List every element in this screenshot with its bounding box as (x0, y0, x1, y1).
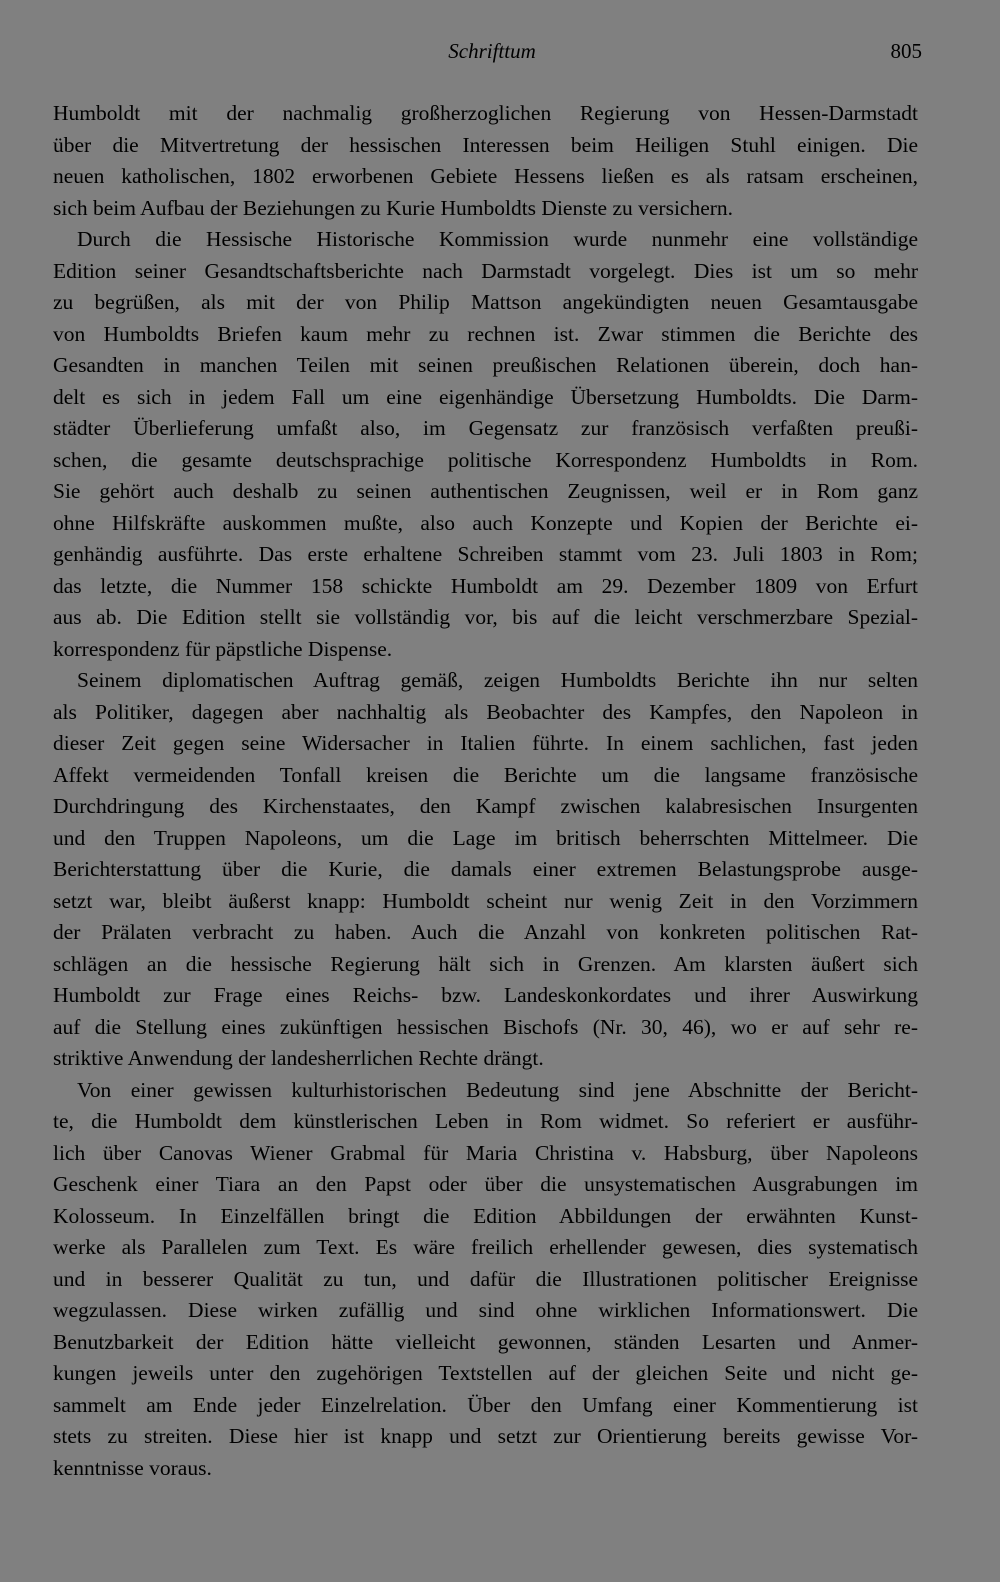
text-line: Gesandten in manchen Teilen mit seinen preußischen Relationen überein, doch han- (53, 353, 918, 377)
text-line: dieser Zeit gegen seine Widersacher in Italien führte. In einem sachlichen, fast jeden (53, 731, 918, 755)
text-line: stets zu streiten. Diese hier ist knapp und setzt zur Orientierung bereits gewisse Vor- (53, 1424, 918, 1448)
text-line: Von einer gewissen kulturhistorischen Bedeutung sind jene Abschnitte der Bericht- (77, 1077, 918, 1102)
text-line: Humboldt zur Frage eines Reichs- bzw. Landeskonkordates und ihrer Auswirkung (53, 983, 918, 1007)
text-line: kungen jeweils unter den zugehörigen Textstellen auf der gleichen Seite und nicht ge- (53, 1361, 918, 1385)
text-line: setzt war, bleibt äußerst knapp: Humboldt scheint nur wenig Zeit in den Vorzimmern (53, 888, 918, 913)
text-line: ohne Hilfskräfte auskommen mußte, also auch Konzepte und Kopien der Berichte ei- (53, 510, 918, 535)
text-line: und in besserer Qualität zu tun, und dafür die Illustrationen politischer Ereignisse (53, 1266, 918, 1291)
text-line: Durchdringung des Kirchenstaates, den Kampf zwischen kalabresischen Insurgenten (53, 794, 918, 818)
text-line: Geschenk einer Tiara an den Papst oder über die unsystematischen Ausgrabungen im (53, 1172, 918, 1196)
text-line: delt es sich in jedem Fall um eine eigenhändige Übersetzung Humboldts. Die Darm- (53, 384, 918, 409)
text-line: werke als Parallelen zum Text. Es wäre freilich erhellender gewesen, dies systematisch (53, 1235, 918, 1259)
text-line: Benutzbarkeit der Edition hätte vielleicht gewonnen, ständen Lesarten und Anmer- (53, 1329, 918, 1354)
text-line: genhändig ausführte. Das erste erhaltene Schreiben stammt vom 23. Juli 1803 in Rom; (53, 542, 918, 566)
body-text (53, 98, 918, 1484)
text-line: über die Mitvertretung der hessischen Interessen beim Heiligen Stuhl einigen. Die (53, 132, 918, 157)
text-line: korrespondenz für päpstliche Dispense. (53, 636, 393, 661)
text-line: striktive Anwendung der landesherrlichen Rechte drängt. (53, 1046, 544, 1070)
text-line: und den Truppen Napoleons, um die Lage im britisch beherrschten Mittelmeer. Die (53, 825, 918, 850)
text-line: neuen katholischen, 1802 erworbenen Gebiete Hessens ließen es als ratsam erscheinen, (53, 164, 918, 188)
text-line: wegzulassen. Diese wirken zufällig und sind ohne wirklichen Informationswert. Die (53, 1298, 918, 1322)
text-line: Seinem diplomatischen Auftrag gemäß, zeigen Humboldts Berichte ihn nur selten (77, 668, 918, 692)
text-line: Durch die Hessische Historische Kommission wurde nunmehr eine vollständige (77, 227, 918, 251)
text-line: von Humboldts Briefen kaum mehr zu rechnen ist. Zwar stimmen die Berichte des (53, 321, 918, 346)
text-line: sammelt am Ende jeder Einzelrelation. Über den Umfang einer Kommentierung ist (53, 1392, 918, 1417)
text-line: kenntnisse voraus. (53, 1455, 212, 1480)
running-head (0, 37, 1000, 67)
text-line: schlägen an die hessische Regierung hält sich in Grenzen. Am klarsten äußert sich (53, 951, 918, 976)
text-line: sich beim Aufbau der Beziehungen zu Kurie Humboldts Dienste zu versichern. (53, 195, 734, 220)
running-head-title: Schrifttum (448, 39, 536, 63)
text-line: Affekt vermeidenden Tonfall kreisen die Berichte um die langsame französische (53, 762, 918, 787)
text-line: Humboldt mit der nachmalig großherzoglichen Regierung von Hessen-Darmstadt (53, 101, 918, 125)
page-number: 805 (890, 39, 922, 63)
text-line: aus ab. Die Edition stellt sie vollständig vor, bis auf die leicht verschmerzbare Spezial- (53, 605, 918, 629)
text-line: städter Überlieferung umfaßt also, im Gegensatz zur französisch verfaßten preußi- (53, 416, 918, 440)
text-line: te, die Humboldt dem künstlerischen Leben in Rom widmet. So referiert er ausführ- (53, 1109, 918, 1133)
text-line: als Politiker, dagegen aber nachhaltig als Beobachter des Kampfes, den Napoleon in (53, 699, 918, 724)
text-line: auf die Stellung eines zukünftigen hessischen Bischofs (Nr. 30, 46), wo er auf sehr re- (53, 1014, 918, 1039)
text-line: zu begrüßen, als mit der von Philip Mattson angekündigten neuen Gesamtausgabe (53, 290, 918, 314)
text-line: der Prälaten verbracht zu haben. Auch die Anzahl von konkreten politischen Rat- (53, 920, 918, 944)
text-line: Sie gehört auch deshalb zu seinen authentischen Zeugnissen, weil er in Rom ganz (53, 479, 918, 503)
text-line: Edition seiner Gesandtschaftsberichte nach Darmstadt vorgelegt. Dies ist um so mehr (53, 258, 918, 283)
text-line: das letzte, die Nummer 158 schickte Humboldt am 29. Dezember 1809 von Erfurt (53, 573, 918, 598)
text-line: Berichterstattung über die Kurie, die damals einer extremen Belastungsprobe ausge- (53, 857, 918, 881)
text-line: Kolosseum. In Einzelfällen bringt die Edition Abbildungen der erwähnten Kunst- (53, 1203, 918, 1228)
text-line: lich über Canovas Wiener Grabmal für Maria Christina v. Habsburg, über Napoleons (53, 1140, 918, 1165)
text-line: schen, die gesamte deutschsprachige politische Korrespondenz Humboldts in Rom. (53, 447, 918, 472)
